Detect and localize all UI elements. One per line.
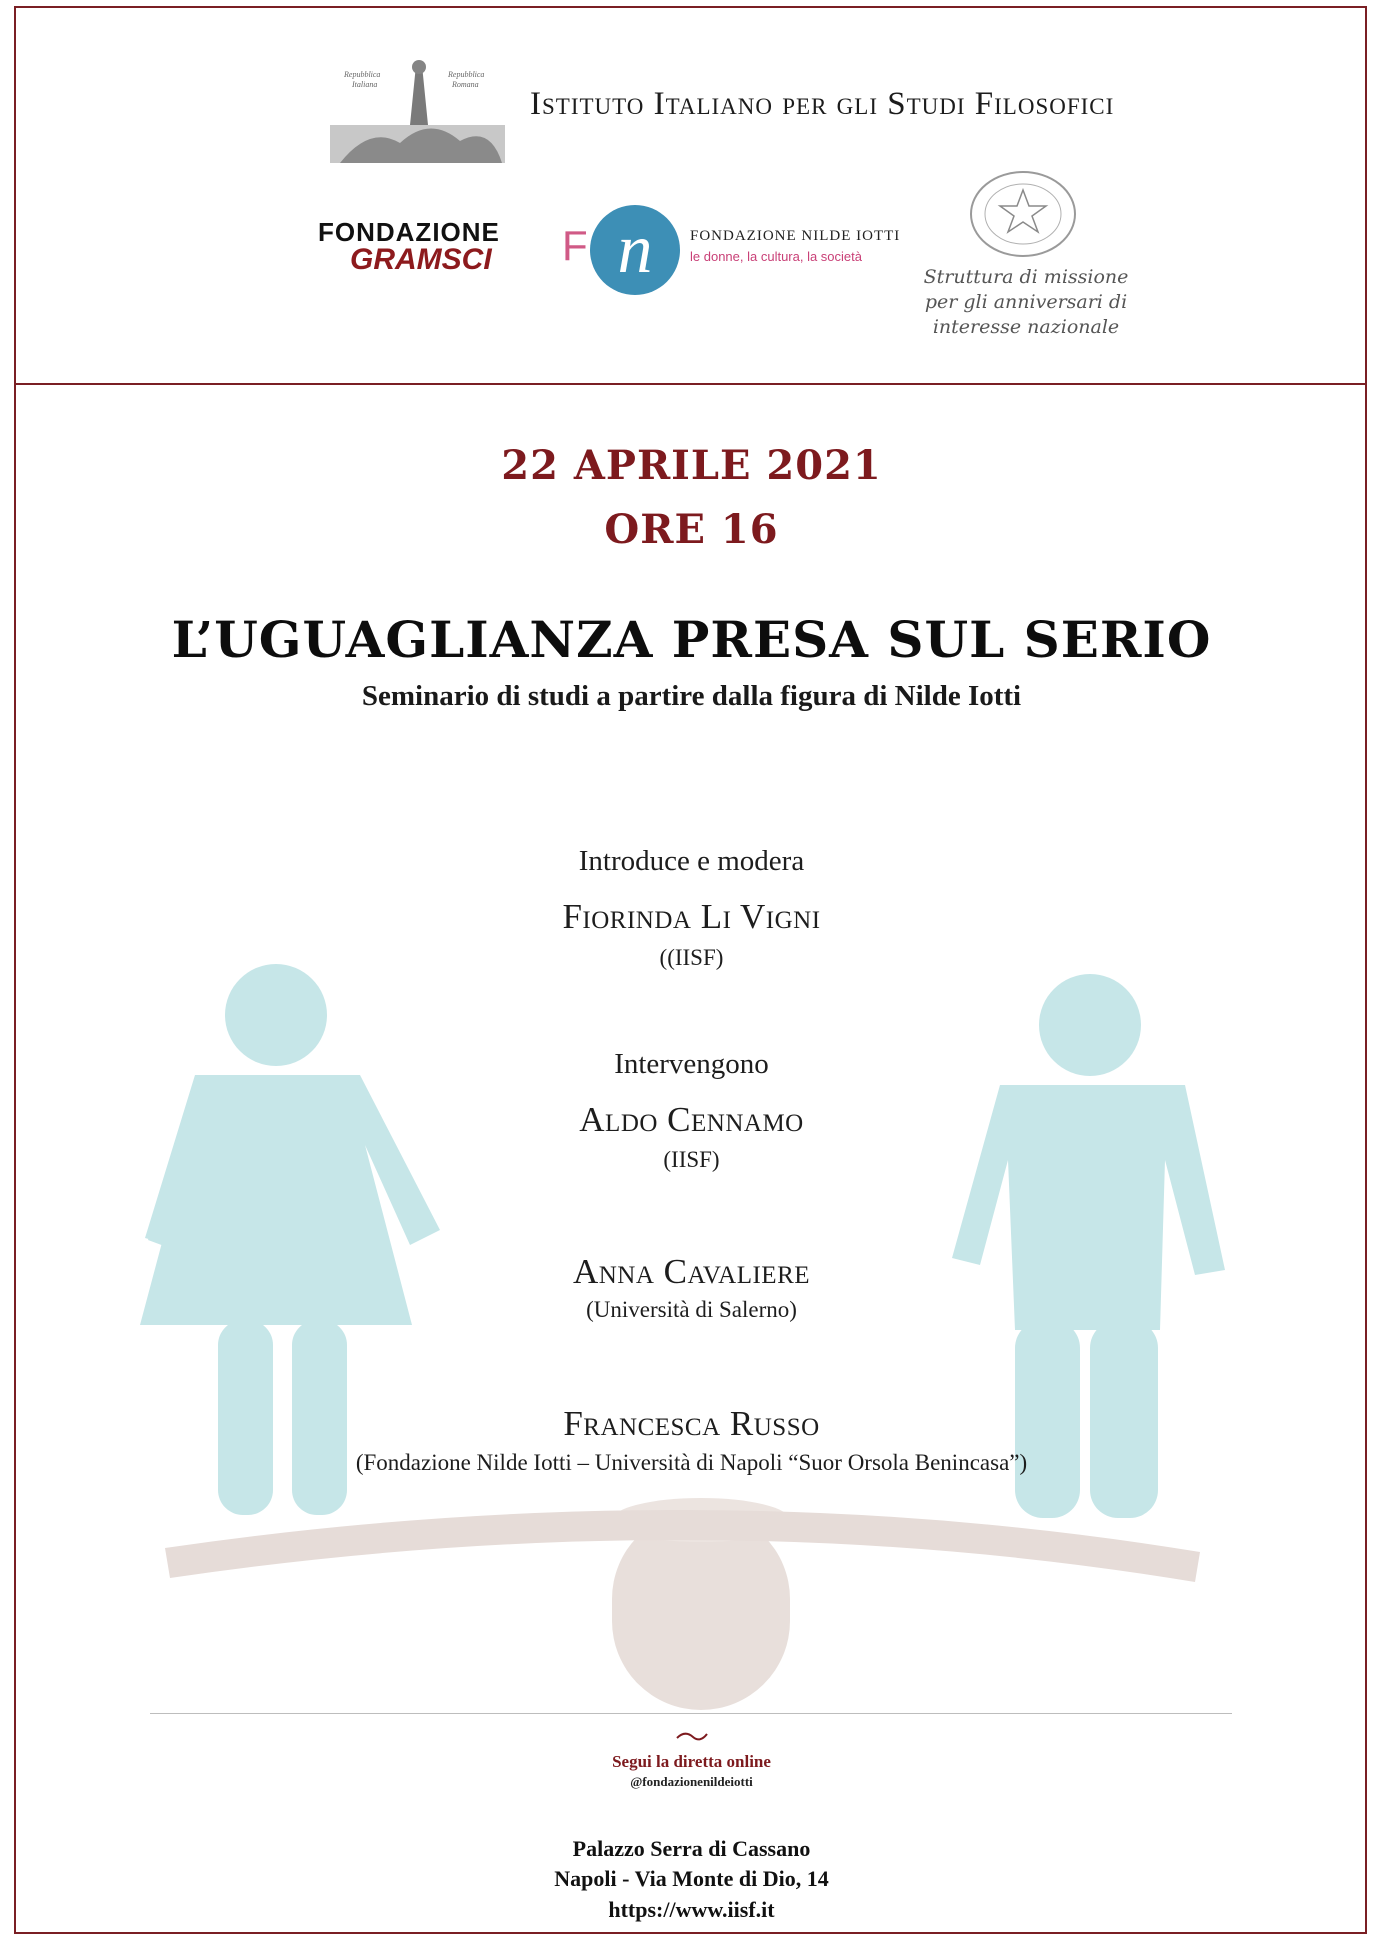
iotti-logo-f: F (562, 222, 588, 269)
iotti-logo-n: n (617, 211, 653, 288)
speaker-affiliation: (Fondazione Nilde Iotti – Università di Napoli “Suor Orsola Benincasa”) (355, 1450, 1028, 1475)
speaker-affiliation: (Università di Salerno) (586, 1297, 797, 1322)
venue-address: Napoli - Via Monte di Dio, 14 (554, 1866, 829, 1891)
event-date: 22 APRILE 2021 (501, 442, 882, 489)
moderator-name: Fiorinda Li Vigni (562, 897, 821, 936)
iotti-tagline: le donne, la cultura, la società (690, 249, 862, 264)
iisf-emblem-image (330, 55, 505, 163)
event-title: L’UGUAGLIANZA PRESA SUL SERIO (171, 610, 1212, 669)
venue-name: Palazzo Serra di Cassano (572, 1836, 811, 1861)
intro-label: Introduce e modera (578, 845, 805, 877)
speakers-label: Intervengono (614, 1048, 769, 1080)
institute-title: Istituto Italiano per gli Studi Filosofici (530, 86, 1115, 122)
speaker-name: Anna Cavaliere (572, 1252, 811, 1291)
footer-divider (150, 1713, 1232, 1714)
event-time: ORE 16 (604, 506, 779, 553)
struttura-missione-text: Struttura di missione per gli anniversari di interesse nazionale (923, 266, 1129, 338)
social-handle-link[interactable]: @fondazionenildeiotti (630, 1774, 753, 1789)
speaker-affiliation: (IISF) (663, 1147, 720, 1172)
svg-text:Repubblica: Repubblica (344, 70, 381, 79)
gramsci-logo-line1: FONDAZIONE (318, 217, 500, 247)
speaker-name: Aldo Cennamo (579, 1100, 804, 1139)
presidenza-seal-image (968, 168, 1078, 260)
gramsci-logo-line2: GRAMSCI (350, 243, 492, 276)
moderator-affiliation: ((IISF) (659, 945, 724, 970)
flourish-icon (675, 1728, 709, 1744)
svg-text:Romana: Romana (452, 80, 479, 89)
website-link[interactable]: https://www.iisf.it (608, 1897, 775, 1922)
svg-text:Repubblica: Repubblica (448, 70, 485, 79)
follow-live-label: Segui la diretta online (612, 1752, 771, 1771)
speaker-name: Francesca Russo (563, 1404, 820, 1443)
event-subtitle: Seminario di studi a partire dalla figura di Nilde Iotti (361, 680, 1022, 712)
svg-text:Italiana: Italiana (352, 80, 378, 89)
iotti-foundation-name: FONDAZIONE NILDE IOTTI (690, 228, 901, 244)
